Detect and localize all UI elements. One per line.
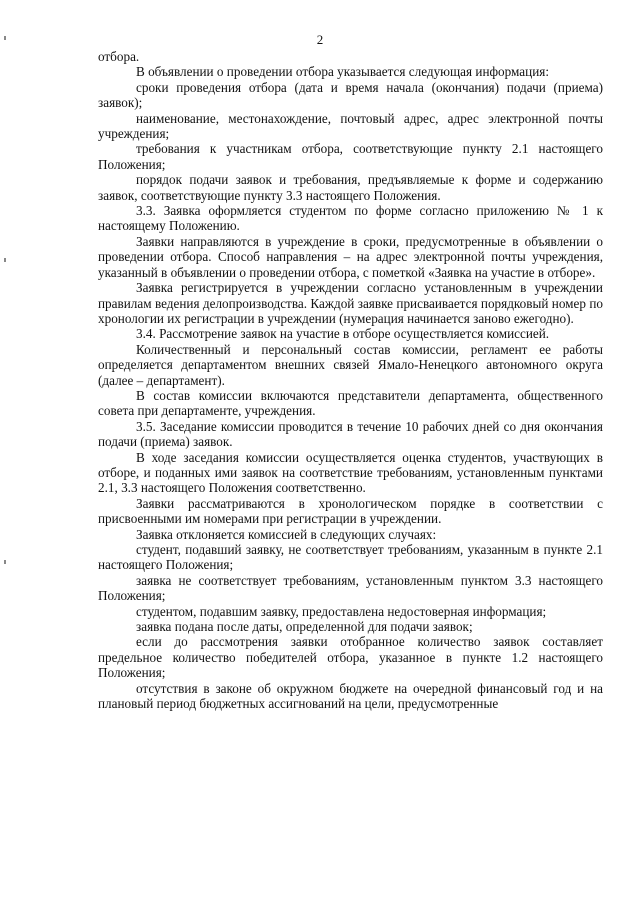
paragraph: заявка не соответствует требованиям, установленным пунктом 3.3 настоящего Положения; bbox=[98, 572, 603, 604]
page-number: 2 bbox=[316, 32, 324, 47]
paragraph: если до рассмотрения заявки отобранное количество заявок составляет предельное количество победителей отбора, указанное в пункте 1.2 настоящего Положения; bbox=[98, 634, 603, 681]
paragraph: отбора. bbox=[98, 49, 140, 64]
paragraph: 3.5. Заседание комиссии проводится в течение 10 рабочих дней со дня окончания подачи (приема) заявок. bbox=[98, 418, 603, 450]
scan-edge-mark bbox=[4, 560, 6, 564]
paragraph: Количественный и персональный состав комиссии, регламент ее работы определяется департаментом внешних связей Ямало-Ненецкого автономного округа (далее – департамент). bbox=[98, 341, 603, 388]
paragraph: Заявки рассматриваются в хронологическом порядке в соответствии с присвоенными им номерами при регистрации в учреждении. bbox=[98, 495, 603, 527]
paragraph: 3.4. Рассмотрение заявок на участие в отборе осуществляется комиссией. bbox=[136, 326, 550, 342]
scan-edge-mark bbox=[4, 258, 6, 262]
document-body bbox=[98, 49, 603, 711]
paragraph: порядок подачи заявок и требования, предъявляемые к форме и содержанию заявок, соответствующие пункту 3.3 настоящего Положения. bbox=[98, 172, 603, 203]
paragraph: Заявки направляются в учреждение в сроки, предусмотренные в объявлении о проведении отбора. Способ направления – на адрес электронной почты учреждения, указанный в объявлении о проведении отбора, с пометкой «Заявка на участие в отборе». bbox=[98, 233, 603, 280]
paragraph: Заявка отклоняется комиссией в следующих случаях: bbox=[136, 526, 437, 542]
paragraph: 3.3. Заявка оформляется студентом по форме согласно приложению № 1 к настоящему Положению. bbox=[98, 203, 603, 234]
paragraph: В состав комиссии включаются представители департамента, общественного совета при департаменте, учреждения. bbox=[98, 387, 603, 419]
paragraph: студентом, подавшим заявку, предоставлена недостоверная информация; bbox=[136, 603, 547, 619]
paragraph: В объявлении о проведении отбора указывается следующая информация: bbox=[136, 64, 549, 80]
paragraph: отсутствия в законе об окружном бюджете на очередной финансовый год и на плановый период бюджетных ассигнований на цели, предусмотренные bbox=[98, 680, 603, 712]
paragraph: Заявка регистрируется в учреждении согласно установленным в учреждении правилам ведения делопроизводства. Каждой заявке присваивается порядковый номер по хронологии их регистрации в учреждении (нумерация начинается заново ежегодно). bbox=[98, 280, 603, 326]
paragraph: В ходе заседания комиссии осуществляется оценка студентов, участвующих в отборе, и поданных ими заявок на соответствие требованиям, установленным пунктами 2.1, 3.3 настоящего Положения соответственно. bbox=[98, 449, 603, 496]
paragraph: сроки проведения отбора (дата и время начала (окончания) подачи (приема) заявок); bbox=[98, 79, 603, 111]
paragraph: студент, подавший заявку, не соответствует требованиям, указанным в пункте 2.1 настоящего Положения; bbox=[98, 542, 603, 573]
paragraph: требования к участникам отбора, соответствующие пункту 2.1 настоящего Положения; bbox=[98, 141, 603, 172]
paragraph: заявка подана после даты, определенной для подачи заявок; bbox=[136, 619, 473, 635]
paragraph: наименование, местонахождение, почтовый адрес, адрес электронной почты учреждения; bbox=[98, 110, 603, 142]
